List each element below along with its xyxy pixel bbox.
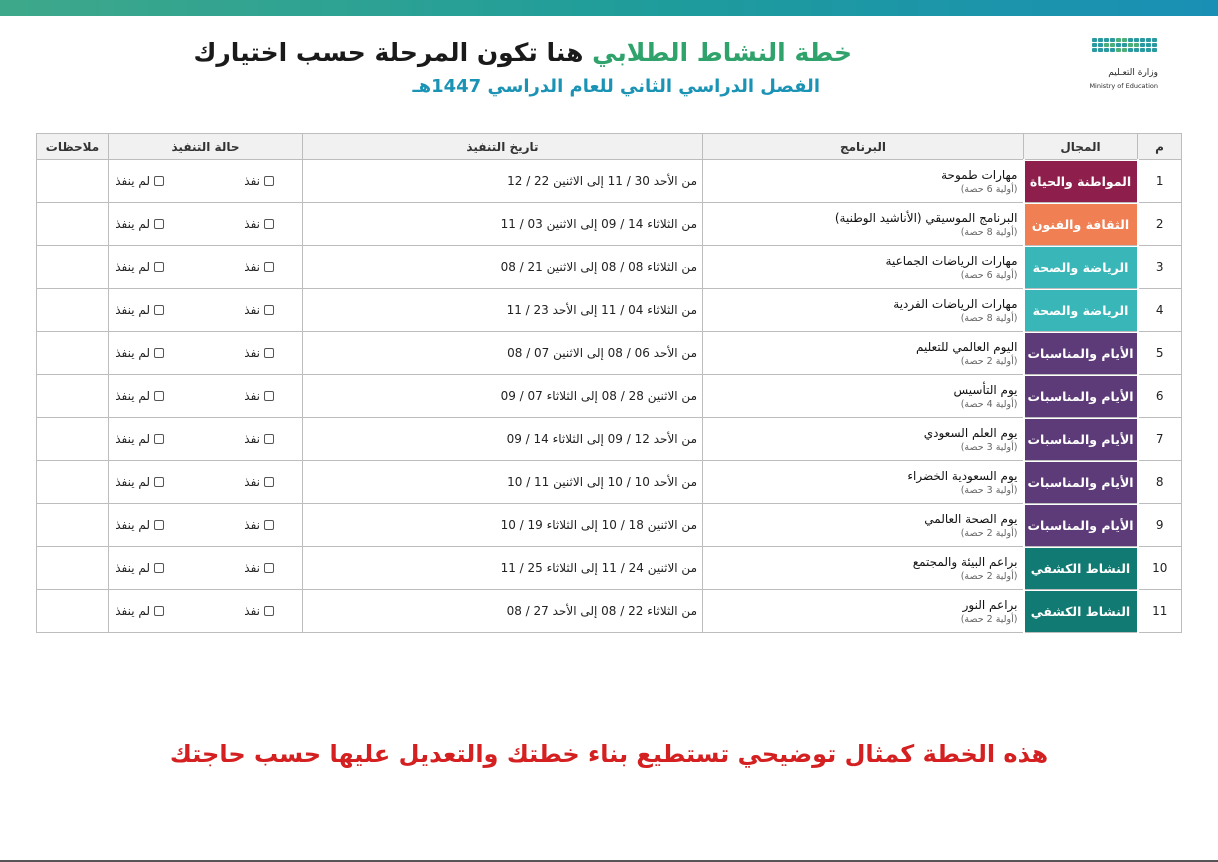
checkbox-icon[interactable] bbox=[154, 606, 164, 616]
page-title bbox=[193, 38, 852, 67]
date-cell: من الثلاثاء 04 / 11 إلى الأحد 23 / 11 bbox=[303, 289, 703, 332]
program-cell bbox=[703, 375, 1024, 418]
not-done-label: لم ينفذ bbox=[115, 389, 150, 403]
table-row bbox=[37, 332, 1182, 375]
program-name: براعم البيئة والمجتمع bbox=[912, 554, 1018, 569]
table-row bbox=[37, 590, 1182, 633]
activity-plan-table bbox=[36, 133, 1182, 633]
program-cell bbox=[703, 461, 1024, 504]
table-row bbox=[37, 547, 1182, 590]
not-done-label: لم ينفذ bbox=[115, 174, 150, 188]
page-subtitle: الفصل الدراسي الثاني للعام الدراسي 1447هـ bbox=[412, 76, 820, 97]
done-label: نفذ bbox=[244, 346, 260, 360]
field-badge: الأيام والمناسبات bbox=[1025, 505, 1137, 546]
checkbox-icon[interactable] bbox=[154, 520, 164, 530]
done-checkbox[interactable] bbox=[164, 260, 274, 274]
not-done-checkbox[interactable] bbox=[115, 217, 164, 231]
field-badge: الرياضة والصحة bbox=[1025, 247, 1137, 288]
table-row bbox=[37, 418, 1182, 461]
header-field: المجال bbox=[1024, 134, 1138, 160]
field-cell bbox=[1024, 590, 1138, 633]
header-program: البرنامج bbox=[703, 134, 1024, 160]
program-sessions: (أولية 2 حصة) bbox=[960, 613, 1018, 625]
program-sessions: (أولية 2 حصة) bbox=[960, 355, 1018, 367]
not-done-checkbox[interactable] bbox=[115, 561, 164, 575]
row-number: 9 bbox=[1138, 504, 1182, 547]
checkbox-icon[interactable] bbox=[264, 348, 274, 358]
done-checkbox[interactable] bbox=[164, 518, 274, 532]
table-row bbox=[37, 203, 1182, 246]
date-cell: من الثلاثاء 22 / 08 إلى الأحد 27 / 08 bbox=[303, 590, 703, 633]
checkbox-icon[interactable] bbox=[154, 563, 164, 573]
date-cell: من الأحد 30 / 11 إلى الاثنين 22 / 12 bbox=[303, 160, 703, 203]
table-row bbox=[37, 289, 1182, 332]
done-checkbox[interactable] bbox=[164, 432, 274, 446]
header-status: حالة التنفيذ bbox=[109, 134, 303, 160]
program-sessions: (أولية 2 حصة) bbox=[960, 527, 1018, 539]
logo-arabic-text: وزارة التعـليم bbox=[1108, 68, 1158, 78]
program-name: يوم العلم السعودي bbox=[923, 425, 1018, 440]
program-sessions: (أولية 3 حصة) bbox=[960, 441, 1018, 453]
done-label: نفذ bbox=[244, 260, 260, 274]
field-badge: الأيام والمناسبات bbox=[1025, 333, 1137, 374]
notes-cell[interactable] bbox=[37, 547, 109, 590]
checkbox-icon[interactable] bbox=[264, 563, 274, 573]
notes-cell[interactable] bbox=[37, 203, 109, 246]
not-done-checkbox[interactable] bbox=[115, 260, 164, 274]
program-cell bbox=[703, 590, 1024, 633]
done-checkbox[interactable] bbox=[164, 389, 274, 403]
done-checkbox[interactable] bbox=[164, 174, 274, 188]
checkbox-icon[interactable] bbox=[154, 305, 164, 315]
logo-mark-icon bbox=[1092, 38, 1157, 52]
ministry-logo bbox=[1088, 38, 1168, 94]
field-badge: النشاط الكشفي bbox=[1025, 548, 1137, 589]
program-sessions: (أولية 8 حصة) bbox=[960, 312, 1018, 324]
status-cell bbox=[109, 289, 303, 332]
field-cell bbox=[1024, 246, 1138, 289]
header-date: تاريخ التنفيذ bbox=[303, 134, 703, 160]
date-cell: من الثلاثاء 08 / 08 إلى الاثنين 21 / 08 bbox=[303, 246, 703, 289]
title-highlight: خطة النشاط الطلابي bbox=[592, 38, 852, 67]
footer-message: هذه الخطة كمثال توضيحي تستطيع بناء خطتك والتعديل عليها حسب حاجتك bbox=[169, 740, 1049, 768]
not-done-label: لم ينفذ bbox=[115, 260, 150, 274]
not-done-label: لم ينفذ bbox=[115, 303, 150, 317]
field-cell bbox=[1024, 418, 1138, 461]
checkbox-icon[interactable] bbox=[264, 176, 274, 186]
notes-cell[interactable] bbox=[37, 375, 109, 418]
not-done-label: لم ينفذ bbox=[115, 217, 150, 231]
header-num: م bbox=[1138, 134, 1182, 160]
table-header-row bbox=[37, 134, 1182, 160]
not-done-label: لم ينفذ bbox=[115, 475, 150, 489]
done-label: نفذ bbox=[244, 174, 260, 188]
date-cell: من الأحد 12 / 09 إلى الثلاثاء 14 / 09 bbox=[303, 418, 703, 461]
program-sessions: (أولية 6 حصة) bbox=[960, 269, 1018, 281]
done-label: نفذ bbox=[244, 432, 260, 446]
done-checkbox[interactable] bbox=[164, 475, 274, 489]
not-done-label: لم ينفذ bbox=[115, 346, 150, 360]
row-number: 11 bbox=[1138, 590, 1182, 633]
status-cell bbox=[109, 504, 303, 547]
field-cell bbox=[1024, 160, 1138, 203]
notes-cell[interactable] bbox=[37, 289, 109, 332]
checkbox-icon[interactable] bbox=[154, 348, 164, 358]
program-cell bbox=[703, 246, 1024, 289]
not-done-checkbox[interactable] bbox=[115, 432, 164, 446]
status-cell bbox=[109, 332, 303, 375]
status-cell bbox=[109, 547, 303, 590]
program-cell bbox=[703, 504, 1024, 547]
not-done-checkbox[interactable] bbox=[115, 303, 164, 317]
date-cell: من الأحد 06 / 08 إلى الاثنين 07 / 08 bbox=[303, 332, 703, 375]
checkbox-icon[interactable] bbox=[154, 434, 164, 444]
program-name: براعم النور bbox=[962, 597, 1018, 612]
logo-english-text: Ministry of Education bbox=[1089, 82, 1158, 90]
row-number: 1 bbox=[1138, 160, 1182, 203]
field-cell bbox=[1024, 332, 1138, 375]
table-row bbox=[37, 461, 1182, 504]
done-label: نفذ bbox=[244, 217, 260, 231]
done-checkbox[interactable] bbox=[164, 604, 274, 618]
field-badge: الأيام والمناسبات bbox=[1025, 462, 1137, 503]
program-sessions: (أولية 3 حصة) bbox=[960, 484, 1018, 496]
program-cell bbox=[703, 289, 1024, 332]
program-name: يوم السعودية الخضراء bbox=[907, 468, 1018, 483]
notes-cell[interactable] bbox=[37, 504, 109, 547]
row-number: 5 bbox=[1138, 332, 1182, 375]
row-number: 2 bbox=[1138, 203, 1182, 246]
status-cell bbox=[109, 203, 303, 246]
status-cell bbox=[109, 246, 303, 289]
status-cell bbox=[109, 375, 303, 418]
done-label: نفذ bbox=[244, 389, 260, 403]
program-name: يوم الصحة العالمي bbox=[924, 511, 1018, 526]
checkbox-icon[interactable] bbox=[264, 262, 274, 272]
top-gradient-bar bbox=[0, 0, 1218, 16]
field-cell bbox=[1024, 375, 1138, 418]
checkbox-icon[interactable] bbox=[154, 262, 164, 272]
row-number: 6 bbox=[1138, 375, 1182, 418]
table-row bbox=[37, 160, 1182, 203]
program-cell bbox=[703, 332, 1024, 375]
table-row bbox=[37, 375, 1182, 418]
done-label: نفذ bbox=[244, 518, 260, 532]
done-checkbox[interactable] bbox=[164, 346, 274, 360]
done-label: نفذ bbox=[244, 561, 260, 575]
row-number: 7 bbox=[1138, 418, 1182, 461]
program-name: مهارات الرياضات الفردية bbox=[893, 296, 1018, 311]
program-cell bbox=[703, 547, 1024, 590]
not-done-checkbox[interactable] bbox=[115, 604, 164, 618]
notes-cell[interactable] bbox=[37, 160, 109, 203]
not-done-label: لم ينفذ bbox=[115, 561, 150, 575]
row-number: 3 bbox=[1138, 246, 1182, 289]
checkbox-icon[interactable] bbox=[264, 305, 274, 315]
done-checkbox[interactable] bbox=[164, 303, 274, 317]
field-cell bbox=[1024, 461, 1138, 504]
table-row bbox=[37, 246, 1182, 289]
not-done-label: لم ينفذ bbox=[115, 518, 150, 532]
checkbox-icon[interactable] bbox=[154, 219, 164, 229]
done-label: نفذ bbox=[244, 475, 260, 489]
date-cell: من الاثنين 28 / 08 إلى الثلاثاء 07 / 09 bbox=[303, 375, 703, 418]
date-cell: من الاثنين 18 / 10 إلى الثلاثاء 19 / 10 bbox=[303, 504, 703, 547]
status-cell bbox=[109, 418, 303, 461]
program-name: مهارات طموحة bbox=[941, 167, 1018, 182]
done-checkbox[interactable] bbox=[164, 561, 274, 575]
not-done-checkbox[interactable] bbox=[115, 174, 164, 188]
notes-cell[interactable] bbox=[37, 246, 109, 289]
field-badge: النشاط الكشفي bbox=[1025, 591, 1137, 632]
program-name: مهارات الرياضات الجماعية bbox=[885, 253, 1018, 268]
program-cell bbox=[703, 160, 1024, 203]
notes-cell[interactable] bbox=[37, 332, 109, 375]
field-cell bbox=[1024, 504, 1138, 547]
field-badge: المواطنة والحياة bbox=[1025, 161, 1137, 202]
program-cell bbox=[703, 418, 1024, 461]
status-cell bbox=[109, 160, 303, 203]
field-cell bbox=[1024, 289, 1138, 332]
program-sessions: (أولية 8 حصة) bbox=[960, 226, 1018, 238]
notes-cell[interactable] bbox=[37, 418, 109, 461]
checkbox-icon[interactable] bbox=[264, 391, 274, 401]
date-cell: من الأحد 10 / 10 إلى الاثنين 11 / 10 bbox=[303, 461, 703, 504]
field-badge: الأيام والمناسبات bbox=[1025, 376, 1137, 417]
date-cell: من الاثنين 24 / 11 إلى الثلاثاء 25 / 11 bbox=[303, 547, 703, 590]
checkbox-icon[interactable] bbox=[264, 606, 274, 616]
not-done-label: لم ينفذ bbox=[115, 604, 150, 618]
header-notes: ملاحظات bbox=[37, 134, 109, 160]
title-rest: هنا تكون المرحلة حسب اختيارك bbox=[193, 38, 593, 67]
field-badge: الثقافة والفنون bbox=[1025, 204, 1137, 245]
field-badge: الرياضة والصحة bbox=[1025, 290, 1137, 331]
checkbox-icon[interactable] bbox=[264, 219, 274, 229]
not-done-checkbox[interactable] bbox=[115, 346, 164, 360]
not-done-checkbox[interactable] bbox=[115, 518, 164, 532]
not-done-label: لم ينفذ bbox=[115, 432, 150, 446]
program-sessions: (أولية 2 حصة) bbox=[960, 570, 1018, 582]
notes-cell[interactable] bbox=[37, 461, 109, 504]
program-cell bbox=[703, 203, 1024, 246]
table-row bbox=[37, 504, 1182, 547]
program-sessions: (أولية 6 حصة) bbox=[960, 183, 1018, 195]
row-number: 10 bbox=[1138, 547, 1182, 590]
done-label: نفذ bbox=[244, 303, 260, 317]
checkbox-icon[interactable] bbox=[154, 176, 164, 186]
program-name: البرنامج الموسيقي (الأناشيد الوطنية) bbox=[834, 210, 1018, 225]
not-done-checkbox[interactable] bbox=[115, 475, 164, 489]
done-label: نفذ bbox=[244, 604, 260, 618]
checkbox-icon[interactable] bbox=[264, 477, 274, 487]
status-cell bbox=[109, 590, 303, 633]
done-checkbox[interactable] bbox=[164, 217, 274, 231]
row-number: 4 bbox=[1138, 289, 1182, 332]
notes-cell[interactable] bbox=[37, 590, 109, 633]
program-name: يوم التأسيس bbox=[953, 382, 1018, 397]
checkbox-icon[interactable] bbox=[154, 477, 164, 487]
field-cell bbox=[1024, 547, 1138, 590]
not-done-checkbox[interactable] bbox=[115, 389, 164, 403]
field-badge: الأيام والمناسبات bbox=[1025, 419, 1137, 460]
status-cell bbox=[109, 461, 303, 504]
field-cell bbox=[1024, 203, 1138, 246]
checkbox-icon[interactable] bbox=[264, 520, 274, 530]
program-sessions: (أولية 4 حصة) bbox=[960, 398, 1018, 410]
program-name: اليوم العالمي للتعليم bbox=[915, 339, 1018, 354]
checkbox-icon[interactable] bbox=[154, 391, 164, 401]
date-cell: من الثلاثاء 14 / 09 إلى الاثنين 03 / 11 bbox=[303, 203, 703, 246]
row-number: 8 bbox=[1138, 461, 1182, 504]
checkbox-icon[interactable] bbox=[264, 434, 274, 444]
